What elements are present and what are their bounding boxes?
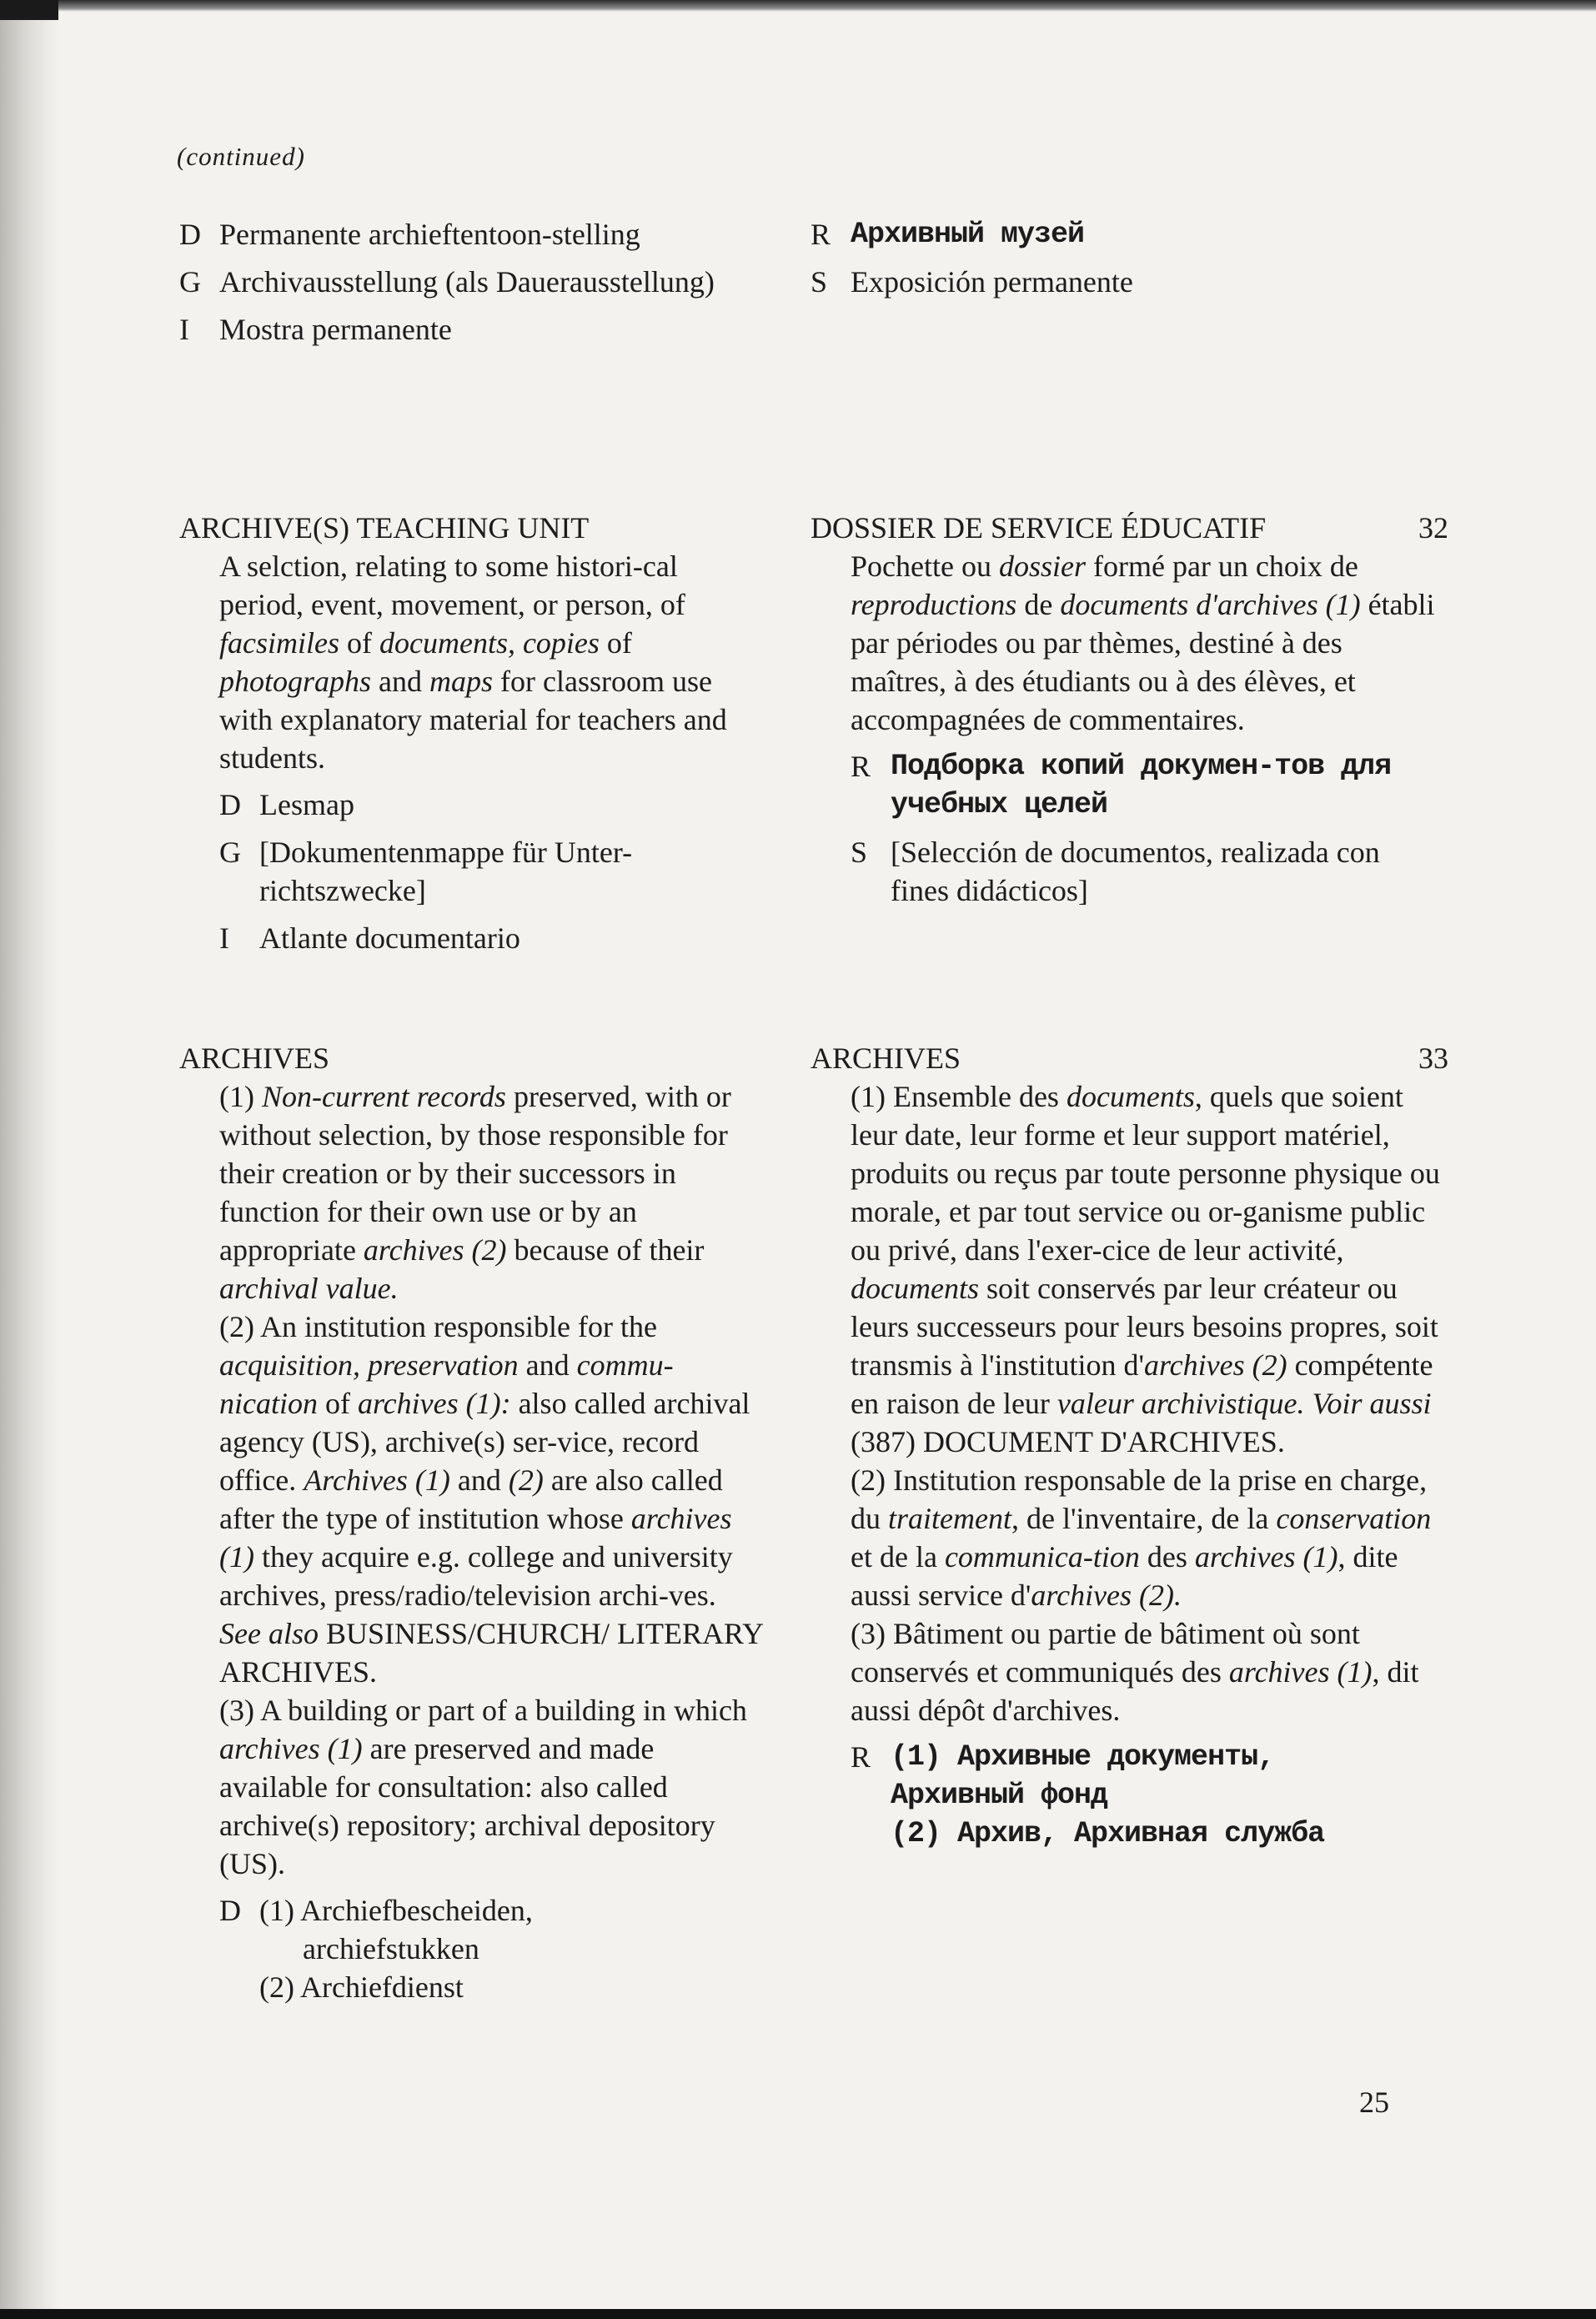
- scan-corner: [0, 0, 58, 20]
- entry-33-left: [179, 1039, 763, 2006]
- scan-top-edge: [0, 0, 1596, 12]
- entry-33-right: [811, 1039, 1448, 1853]
- continued-label: (continued): [177, 142, 305, 171]
- entry-definition-fr-1: (1) Ensemble des documents, quels que soient leur date, leur forme et leur support matériel, produits ou reçus par toute personne physique ou morale, et par tout service ou or-ganisme public ou privé, dans l'exer-cice de leur activité, documents soit conservés par leur créateur ou leurs successeurs pour leurs besoins propres, soit transmis à l'institution d'archives (2) compétente en raison de leur valeur archivistique. Voir aussi (387) DOCUMENT D'ARCHIVES.: [851, 1080, 1440, 1458]
- lang-term: Archivausstellung (als Dauerausstellung): [219, 265, 715, 299]
- lang-code: R: [851, 1740, 871, 1774]
- lang-line-s: [811, 263, 1444, 301]
- lang-line-g: [219, 833, 763, 910]
- entry-number: 33: [1418, 1042, 1448, 1075]
- lang-term: Lesmap: [259, 788, 354, 821]
- lang-line-r: [851, 1738, 1444, 1853]
- lang-code: I: [179, 313, 189, 346]
- lang-line-d: [219, 1891, 763, 2006]
- lang-term: Mostra permanente: [219, 313, 452, 346]
- entry-definition-fr-3: (3) Bâtiment ou partie de bâtiment où sont conservés et communiqués des archives (1), dit aussi dépôt d'archives.: [851, 1617, 1419, 1727]
- lang-code: G: [219, 836, 241, 869]
- lang-code: S: [851, 836, 868, 869]
- lang-code: G: [179, 265, 201, 299]
- entry-definition-en-3: (3) A building or part of a building in which archives (1) are preserved and made available for consultation: also called archive(s) repository; archival depository (US).: [219, 1694, 747, 1880]
- lang-code: R: [851, 750, 871, 783]
- lang-term: Архивный музей: [851, 218, 1085, 251]
- page-binding-shadow: [0, 0, 58, 2319]
- entry-definition-en-2: (2) An institution responsible for the acquisition, preservation and commu-nication of archives (1): also called archival agency (US), archive(s) ser-vice, record office. Archives (1) and (2) are also called after the type of institution whose archives (1) they acquire e.g. college and university archives, press/radio/television archi-ves. See also BUSINESS/CHURCH/ LITERARY ARCHIVES.: [219, 1310, 763, 1689]
- lang-term: Atlante documentario: [259, 921, 520, 955]
- lang-line-g: [179, 263, 763, 301]
- entry-32-left: [179, 509, 763, 957]
- lang-code: D: [179, 218, 201, 251]
- entry-32-right: [811, 509, 1448, 910]
- entry-definition-fr: Pochette ou dossier formé par un choix de reproductions de documents d'archives (1) établi par périodes ou par thèmes, destiné à des maîtres, à des étudiants ou à des élèves, et accompagnées de commentaires.: [851, 550, 1435, 736]
- entry-term-en: ARCHIVE(S) TEACHING UNIT: [179, 511, 590, 545]
- lang-code: I: [219, 921, 229, 955]
- continued-entry-right: [811, 215, 1444, 301]
- lang-line-i: [179, 310, 763, 349]
- page-number: 25: [1359, 2086, 1389, 2119]
- lang-term: (1) Архивные документы, Архивный фонд (2) Архив, Архивная служба: [891, 1740, 1325, 1850]
- entry-definition-en-1: (1) Non-current records preserved, with or without selection, by those responsible for their creation or by their successors in function for their own use or by an appropriate archives (2) because of their archival value.: [219, 1080, 731, 1305]
- left-column: [179, 215, 763, 349]
- lang-line-s: [851, 833, 1444, 910]
- entry-definition-fr-2: (2) Institution responsable de la prise en charge, du traitement, de l'inventaire, de la conservation et de la communica-tion des archives (1), dite aussi service d'archives (2).: [851, 1463, 1432, 1612]
- lang-code: D: [219, 788, 241, 821]
- lang-term: [Dokumentenmappe für Unter-richtszwecke]: [259, 836, 633, 907]
- entry-number: 32: [1418, 511, 1448, 545]
- lang-code: S: [811, 265, 828, 299]
- entry-term-en: ARCHIVES: [179, 1042, 330, 1075]
- entry-term-fr: ARCHIVES: [811, 1042, 961, 1075]
- lang-line-i: [219, 919, 763, 957]
- continued-entry-left: [179, 215, 763, 349]
- entry-definition-en: A selction, relating to some histori-cal period, event, movement, or person, of facsimiles of documents, copies of photographs and maps for classroom use with explanatory material for teachers and students.: [219, 550, 727, 775]
- lang-line-r: [851, 747, 1444, 824]
- lang-code: R: [811, 218, 831, 251]
- lang-line-r: [811, 215, 1444, 253]
- lang-line-d: [219, 786, 763, 824]
- lang-term: (1) Archiefbescheiden, archiefstukken (2) Archiefdienst: [259, 1894, 533, 2004]
- lang-code: D: [219, 1894, 241, 1927]
- lang-term: Exposición permanente: [851, 265, 1133, 299]
- entry-term-fr: DOSSIER DE SERVICE ÉDUCATIF: [811, 511, 1267, 545]
- lang-line-d: [179, 215, 763, 253]
- lang-term: [Selección de documentos, realizada con fines didácticos]: [891, 836, 1380, 907]
- scan-bottom-edge: [0, 2309, 1596, 2319]
- lang-term: Подборка копий докумен-тов для учебных целей: [891, 750, 1392, 821]
- lang-term: Permanente archieftentoon-stelling: [219, 218, 640, 251]
